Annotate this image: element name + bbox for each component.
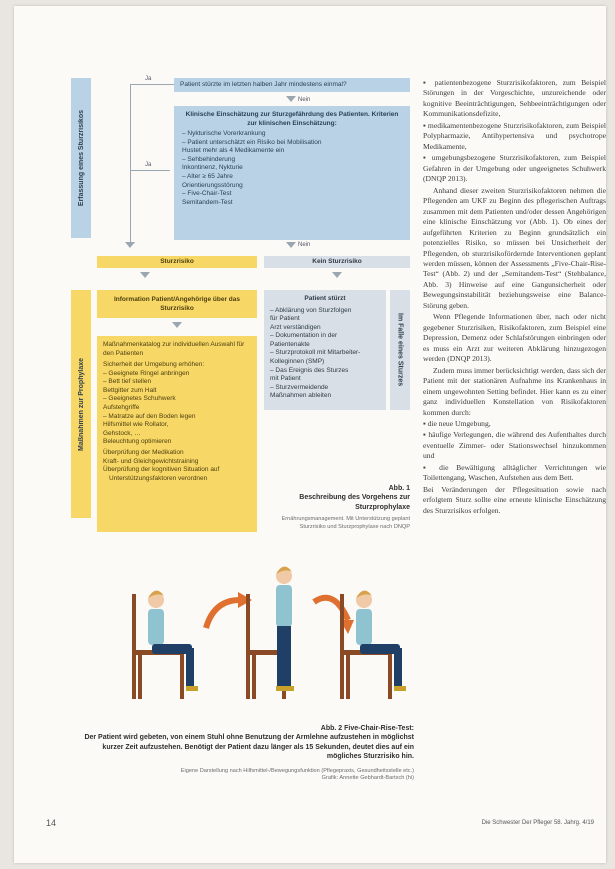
magazine-page: [14, 6, 606, 863]
person-seated-1: [148, 590, 198, 691]
question-box-fall-history: Patient stürzte im letzten halben Jahr mindestens einmal?: [174, 78, 410, 92]
clinical-assessment-box: Klinische Einschätzung zur Sturzgefährdung des Patienten. Kriterien zur klinischen Einschätzung: – Nykturische Vorerkrankung – Patient unterschätzt ein Risiko bei Mobilisation Hustet mehr als 4 Medikamente ein – Sehbehinderung Inkontinenz, Nykturie – Alter ≥ 65 Jahre Orientierungsstörung – Five-Chair-Test Semitandem-Test: [174, 106, 410, 240]
figure-2-caption: Abb. 2 Five-Chair-Rise-Test: Der Patient wird gebeten, von einem Stuhl ohne Benutzung der Armlehne aufzustehen in möglichst kurzer Zeit aufzustehen. Benötigt der Patient dazu länger als 15 Sekunden, deutet dies auf ein mögliches Sturzrisiko hin. Eigene Darstellung nach Hilfsmittel-/Bewegungsfunktion (Pflegepraxis, Gesundheitsstelle etc.) Grafik: Annette Gebhardt-Bartsch (hi): [84, 725, 414, 782]
no-label-2: Nein: [298, 242, 311, 248]
fall-risk-box: Sturzrisiko: [97, 256, 257, 268]
no-fall-risk-box: Kein Sturzrisiko: [264, 256, 410, 268]
measures-catalog-box: Maßnahmenkatalog zur individuellen Auswahl für den Patienten Sicherheit der Umgebung erhöhen: – Geeignete Ringel anbringen – Bett tief stellen Bettgitter zum Halt – Geeignetes Schuhwerk Aufstehgriffe – Matratze auf den Boden legen Hilfsmittel wie Rollator, Gehstock, … Beleuchtung optimieren Überprüfung der Medikation Kraft- und Gleichgewichtstraining Überprüfung der kognitiven Situation auf Unterstützungsfaktoren verordnen: [97, 336, 257, 532]
person-standing: [276, 566, 294, 691]
no-label-1: Nein: [298, 97, 311, 103]
side-label-assessment: Erfassung eines Sturzrisikos: [71, 78, 91, 238]
body-text-column: ▪ patientenbezogene Sturzrisikofaktoren, zum Beispiel Störungen in der Vorgeschichte, unzureichende oder kognitive Beeinträchtigungen, Sehbeeinträchtigungen oder Kommunikationsdefizite, ▪ medikamentenbezogene Sturzrisikofaktoren, zum Beispiel Polypharmazie, Antihypertensiva und psychotrope Medikamente, ▪ umgebungsbezogene Sturzrisikofaktoren, zum Beispiel Gefahren in der Umgebung oder ungeeignetes Schuhwerk (DNQP 2013). Anhand dieser zweiten Sturzrisikofaktoren nehmen die Pflegenden am UKF zu Beginn des pflegerischen Auftrags zusammen mit dem Patienten und/oder dessen Angehörigen eine klinische Einschätzung vor (Abb. 1). Ob eines der aufgeführten Kriterien zu Beginn grundsätzlich ein potenzielles Risiko, so müssen bei Unsicherheit der Pflegenden, ob sturzrisikofördernde Interventionen geplant werden müssen, können der Assessments „Five-Chair-Rise-Test“ (Abb. 2) und der „Semitandem-Test“ (Stehbalance, Abb. 3) Hinweise auf eine Gangunsicherheit oder Bewegungsinstabilität beziehungsweise eine Balance-Störung geben. Wenn Pflegende Informationen über, nach oder nicht gegebener Sturzrisiken, Risikofaktoren, zum Beispiel eine Depression, Demenz oder Schlafstörungen einbringen oder es muss ein Arzt zur weiteren Abklärung hinzugezogen werden (DNQP 2013). Zudem muss immer berücksichtigt werden, dass sich der Patient mit der stationären Aufnahme ins Krankenhaus in einem ungewohnten Setting befindet. Hier kann es zu einer ganz individuellen Konstellation von Risikofaktoren kommen durch: ▪ die neue Umgebung, ▪ häufige Verlegungen, die während des Aufenthaltes durch eventuelle Zimmer- oder Stationswechsel hinzukommen und ▪ die Bewältigung alltäglicher Verrichtungen wie Toilettengang, Waschen, Aufstehen aus dem Bett. Bei Veränderungen der Pflegesituation sowie nach erfolgtem Sturz sollte eine erneute klinische Einschätzung des Sturzrisikos erfolgen.: [423, 78, 606, 515]
yes-label-2: Ja: [145, 162, 152, 168]
five-chair-rise-illustration: [114, 562, 414, 712]
journal-footer: Die Schwester Der Pfleger 58. Jahrg. 4/19: [481, 820, 594, 826]
page-number: 14: [46, 818, 57, 828]
side-label-prophylaxis: Maßnahmen zur Prophylaxe: [71, 290, 91, 518]
assessment-criteria-list: – Nykturische Vorerkrankung – Patient unterschätzt ein Risiko bei Mobilisation Hustet mehr als 4 Medikamente ein – Sehbehinderung Inkontinenz, Nykturie – Alter ≥ 65 Jahre Orientierungsstörung – Five-Chair-Test Semitandem-Test: [182, 130, 322, 206]
person-seated-2: [356, 590, 406, 691]
patient-information-box: Information Patient/Angehörige über das Sturzrisiko: [97, 290, 257, 318]
side-label-fall-event: Im Falle eines Sturzes: [390, 290, 410, 410]
stand-up-arrow: [206, 600, 240, 628]
figure-1-caption: Abb. 1 Beschreibung des Vorgehens zur Sturzprophylaxe Ernährungsmanagement. Mit Unterstützung geplant Sturzrisiko und Sturzprophylaxe nach DNQP: [281, 485, 410, 530]
measures-list: Sicherheit der Umgebung erhöhen: – Geeignete Ringel anbringen – Bett tief stellen Bettgitter zum Halt – Geeignetes Schuhwerk Aufstehgriffe – Matratze auf den Boden legen Hilfsmittel wie Rollator, Gehstock, … Beleuchtung optimieren Überprüfung der Medikation Kraft- und Gleichgewichtstraining Überprüfung der kognitiven Situation auf Unterstützungsfaktoren verordnen: [103, 361, 220, 482]
yes-label-1: Ja: [145, 76, 152, 82]
fall-actions-list: – Abklärung von Sturzfolgen für Patient Arzt verständigen – Dokumentation in der Patientenakte – Sturzprotokoll mit Mitarbeiter- Kolleginnen (SMP) – Das Ereignis des Sturzes mit Patient – Sturzvermeidende Maßnahmen ableiten: [270, 306, 361, 400]
patient-falls-box: Patient stürzt – Abklärung von Sturzfolgen für Patient Arzt verständigen – Dokumentation in der Patientenakte – Sturzprotokoll mit Mitarbeiter- Kolleginnen (SMP) – Das Ereignis des Sturzes mit Patient – Sturzvermeidende Maßnahmen ableiten: [264, 290, 386, 410]
